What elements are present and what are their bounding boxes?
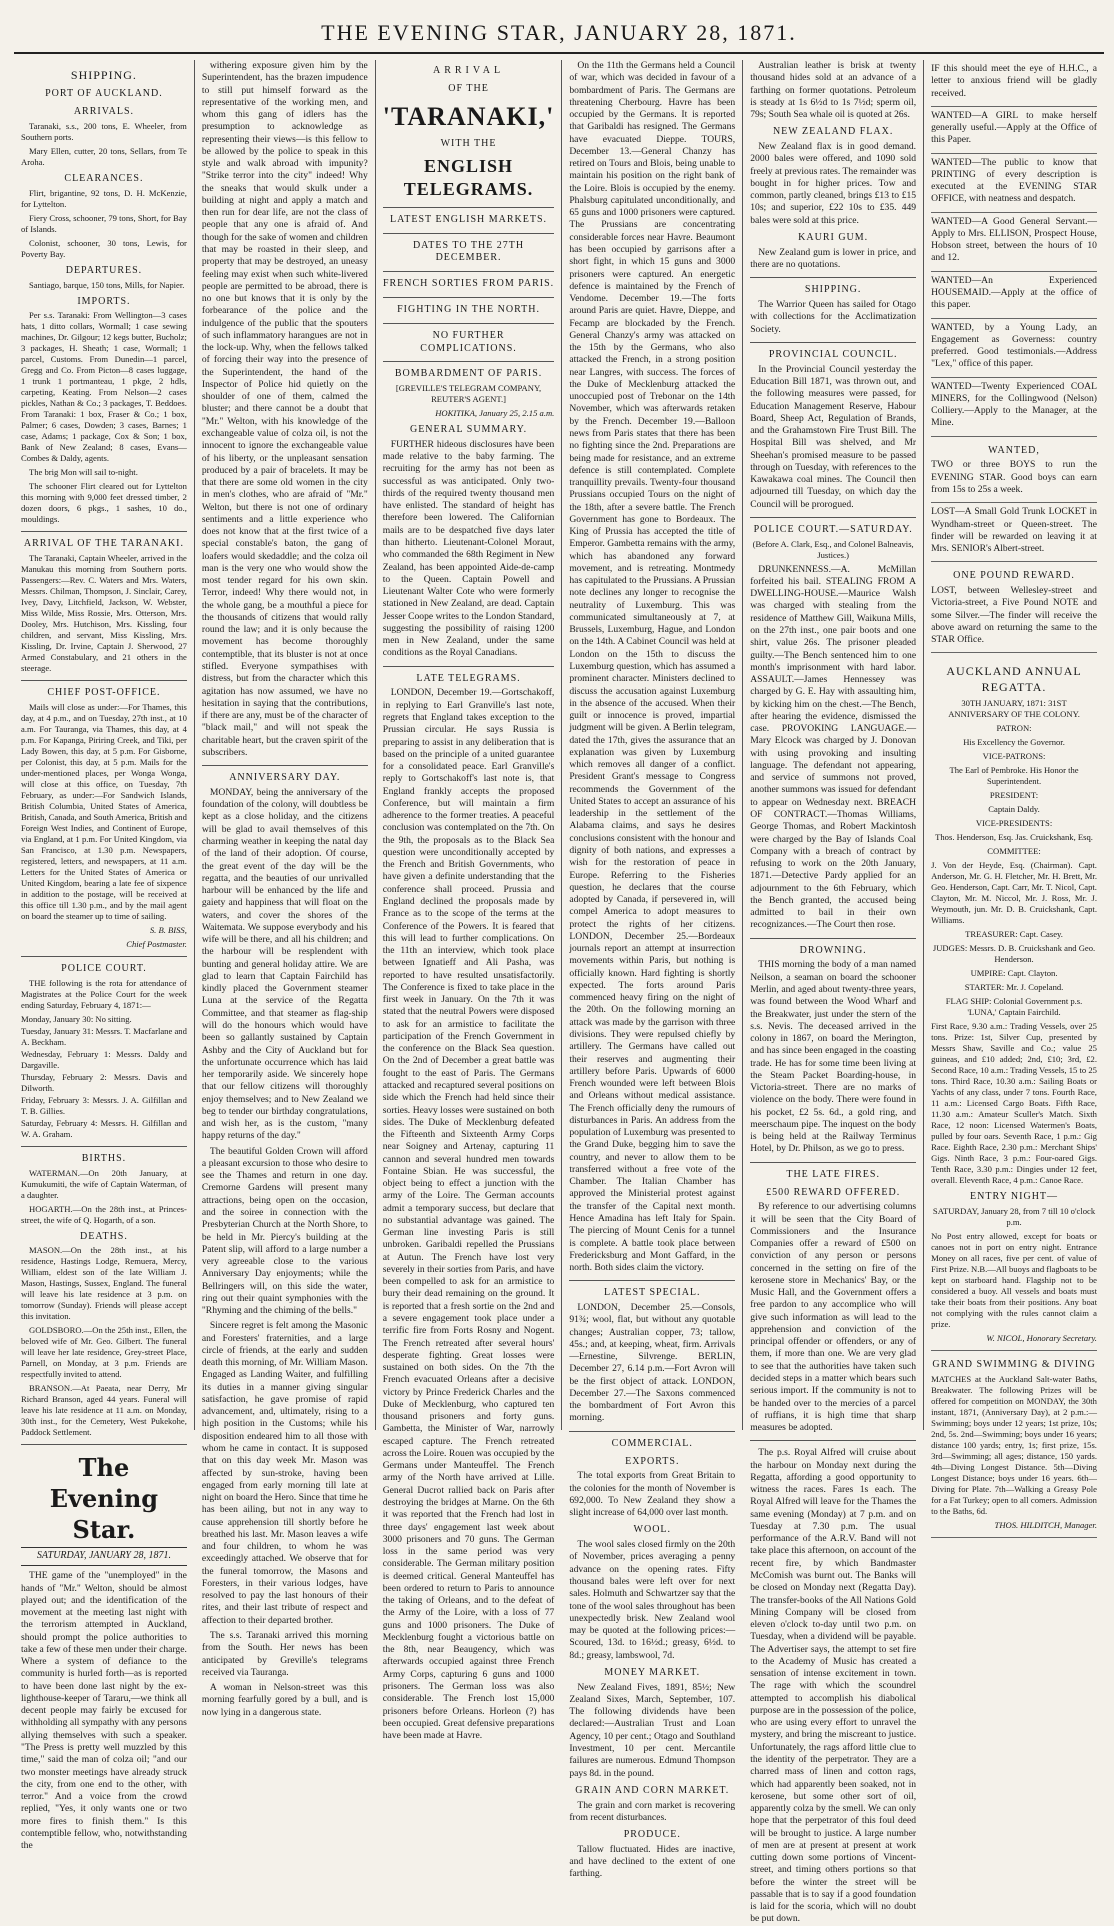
divider xyxy=(383,297,555,298)
subhead: LATEST ENGLISH MARKETS. xyxy=(390,213,548,225)
flax-text: New Zealand flax is in good demand. 2000 bales were offered, and 1090 sold freely at previous rates. The remainder was bought in for higher prices. Tow and common, partly cleaned, brings £13 to £15 10s; and superior, £22 10s to £35. 449 bales were sold at this price. xyxy=(750,141,917,226)
police-rota xyxy=(21,1014,187,1140)
editorial-continued: withering exposure given him by the Superintendent, has the brazen impudence to still put himself forward as the representative of the working men, and whom this gang of idlers has the presumption to acknowledge as representing their views—is this fellow to be allowed by the police to speak in this style and walk abroad with impunity? "Strike terror into the city" indeed! Why the sneaks that would skulk under a building at night and apply a match and then run for dear life, are not the class of people that any one is afraid of. And though for the sake of women and children that may be roasted in their sleep, and property that may be destroyed, an uneasy feeling may exist when such white-livered people are permitted to be abroad, there is no one but knows that it is only by the forbearance of the police and the indulgence of the public that the spouters of such inflammatory harangues are not in the lock-up. Why, when the fellows talked of forcing their way into the presence of the Superintendent, the hand of the Inspector of Police hid quietly on the shoulder of one of them, calmed the bluster; and there cannot be a doubt that "Mr." Welton, with his knowledge of the exchangeable value of colza oil, is not the innocent to ignore the exchangeable value of his liberty, or the unpleasant sensation produced by a pair of bracelets. It may be that there are some old women in the city in men's clothes, who are afraid of "Mr." Welton, but there is not one of ordinary sentiments and a little experience who does not know that at the first twice of a special constable's baton, the gang of loafers would skedaddle; and the colza oil man is the very one who would show the most tender regard for his own skin. Terror, indeed! Why there would not, in the whole gang, be a mouthful a piece for the thousands of citizens that would rally round the law; and it is only because the movement has become thoroughly contemptible, that its bluster is not at once stifled. Everyone sympathises with distress, but from the character which this agitation has now assumed, we have no hesitation in saying that the contributions, if there are any, must be of the character of "black mail," and will not speak the charitable heart, but the craven spirit of the subscribers. xyxy=(201,60,368,758)
paper-date: SATURDAY, JANUARY 28, 1871. xyxy=(21,1547,187,1566)
column-5 xyxy=(743,60,924,1925)
classified-ad xyxy=(931,272,1097,319)
council-text: In the Provincial Council yesterday the Education Bill 1871, was thrown out, and the following measures were passed, for Education Management Reserve, Habour Board, Sheep Act, Regulation of Brands, and the Grahamstown Fire Trust Bill. The Hospital Bill was shelved, and Mr Sheehan's promised measure to be passed through on Tuesday, with references to the Kawakawa coal mines. The Council then adjourned till Tuesday, on which day the Council will be prorogued. xyxy=(750,363,917,510)
death-entry: BRANSON.—At Paeata, near Derry, Mr Richard Branson, aged 44 years. Funeral will leave his late residence at 11 a.m. on Monday, 30th inst., for the Cemetery, West Pukekohe, Paddock Settlement. xyxy=(21,1383,187,1438)
divider xyxy=(202,765,368,766)
entry-night-date: SATURDAY, January 28, from 7 till 10 o'clock p.m. xyxy=(932,1205,1096,1227)
late-telegrams-heading: LATE TELEGRAMS. xyxy=(416,672,521,684)
kauri-text: New Zealand gum is lower in price, and there are no quotations. xyxy=(750,246,917,271)
post-office-text: Mails will close as under:—For Thames, this day, at 4 p.m., and on Tuesday, 27th inst., at 10 a.m. For Tauranga, via Thames, this day, at 4 p.m. For Kapanga, Piriring Creek, and Tiki, per Lady Bowen, this day, at 5 p.m. For Gisborne, per Colonist, this day, at 5 p.m. Mails for the under-mentioned places, per Wonga Wonga, will close at this office, on Tuesday, 7th February, as under:—For Sandwich Islands, British Columbia, United States of America, British, Canada, and South America, British and Foreign West Indies, and Continent of Europe, via England, at 1 p.m. For United Kingdom, via San Francisco, at 1.30 p.m. Newspapers, registered, letters, and newspapers, at 11 a.m. Letters for the United States of America or United Kingdom, bearing a late fee of sixpence in addition to the postage, will be received at this office till 1.30 p.m., and by the mail agent on board the steamer up to time of sailing. xyxy=(21,701,187,921)
rota-entry: Friday, February 3: Messrs. J. A. Gilfillan and T. B. Gillies. xyxy=(21,1094,187,1116)
drowning-heading: DROWNING. xyxy=(799,944,867,956)
president-label: PRESIDENT: xyxy=(989,790,1039,801)
with-the-word: WITH THE xyxy=(440,137,497,149)
anniversary-text-2: The beautiful Golden Crown will afford a pleasant excursion to those who desire to see the Thames and return in one day. Cremorne Gardens will present many attractions, being open on the occasion, and the soiree in connection with the Presbyterian Church at the North Shore, to be held in Mr. Piercy's building at the Patent slip, will afford to a large number a very agreeable close to the various Anniversary Day enjoyments; while the Bellringers will, on this side the water, ring out their quaint symphonies with the "Rhyming and the chiming of the bells." xyxy=(201,1145,368,1317)
subhead: NO FURTHER COMPLICATIONS. xyxy=(420,329,517,354)
committee-label: COMMITTEE: xyxy=(987,846,1041,857)
post-office-heading: CHIEF POST-OFFICE. xyxy=(47,687,161,699)
birth-entry: HOGARTH.—On the 28th inst., at Princes-street, the wife of Q. Hogarth, of a son. xyxy=(21,1203,187,1225)
departure-entry: Santiago, barque, 150 tons, Mills, for Napier. xyxy=(29,279,185,290)
divider xyxy=(383,666,555,667)
money-text: New Zealand Fives, 1891, 85½; New Zealand Sixes, March, September, 107. The following dividends have been declared:—Australian Trust and Loan Agency, 10 per cent.; Otago and Southland Investment, 10 per cent. Mercantile failures are numerous. Edmund Thompson pays 8d. in the pound. xyxy=(569,1681,736,1779)
ad-text: WANTED—Twenty Experienced COAL MINERS, for the Collingwood (Nelson) Colliery.—Apply to the Manager, at the Mine. xyxy=(931,380,1097,429)
regatta-heading: AUCKLAND ANNUAL REGATTA. xyxy=(946,664,1082,694)
classified-ad xyxy=(931,562,1097,653)
subhead: DATES TO THE 27TH DECEMBER. xyxy=(412,239,525,264)
clearance-entry: Flirt, brigantine, 92 tons, D. H. McKenzie, for Lyttelton. xyxy=(21,187,187,209)
clearance-entry: Colonist, schooner, 30 tons, Lewis, for Poverty Bay. xyxy=(21,237,187,259)
police-court-heading: POLICE COURT. xyxy=(61,962,147,974)
ad-heading: ONE POUND REWARD. xyxy=(953,570,1075,582)
classified-ad xyxy=(931,213,1097,272)
divider xyxy=(750,277,916,278)
divider xyxy=(750,1440,916,1441)
regatta-ad xyxy=(931,653,1097,1351)
divider xyxy=(383,361,555,362)
subhead: FRENCH SORTIES FROM PARIS. xyxy=(382,278,555,290)
divider xyxy=(383,207,555,208)
death-entry: MASON.—On the 28th inst., at his residence, Hastings Lodge, Remuera, Mercy, William, eldest son of the late William J. Mason, Hastings, Sussex, England. The funeral will leave his late residence at 3 p.m. on tomorrow (Sunday). Friends will please accept this invitation. xyxy=(21,1245,187,1322)
column-4 xyxy=(562,60,743,1880)
umpire: UMPIRE: Capt. Clayton. xyxy=(970,968,1058,979)
divider xyxy=(383,271,555,272)
deaths-heading: DEATHS. xyxy=(80,1230,128,1242)
classified-ad xyxy=(931,378,1097,437)
divider xyxy=(750,938,916,939)
agency-line: [GREVILLE'S TELEGRAM COMPANY, REUTER'S AGENT.] xyxy=(395,383,542,405)
subhead: FIGHTING IN THE NORTH. xyxy=(397,303,540,315)
grain-text: The grain and corn market is recovering from recent disturbances. xyxy=(569,1799,736,1823)
money-heading: MONEY MARKET. xyxy=(604,1666,701,1678)
swimming-heading: GRAND SWIMMING & DIVING xyxy=(932,1358,1096,1370)
exports-text: The total exports from Great Britain to the colonies for the month of November is 692,000. To New Zealand they show a slight increase of 64,000 over last month. xyxy=(569,1470,736,1519)
wool-text: The wool sales closed firmly on the 20th of November, prices averaging a penny advance on the opening rates. Fifty thousand bales were left over for next sales. Holmuth and Schwartzer say that the tone of the wool sales throughout has been unexpectedly brisk. New Zealand wool may be quoted at the following prices:—Scoured, 13d. to 16½d.; greasy, 6½d. to 8d.; greasy, lambswool, 7d. xyxy=(569,1539,736,1661)
entry-night-heading: ENTRY NIGHT— xyxy=(970,1191,1059,1203)
races-list: First Race, 9.30 a.m.: Trading Vessels, over 25 tons. Prize: 1st, Silver Cup, presented by Messrs Shaw, Saville and Co.; value 25 guineas, and £10 added; 2nd, £10; 3rd, £2. Second Race, 10 a.m.: Trading Vessels, 15 to 25 tons. Third Race, 10.30 a.m.: Sailing Boats or Yachts of any class, under 7 tons. Fourth Race, 11 a.m.: Licensed Cargo Boats. Fifth Race, 11.30 a.m.: Amateur Sculler's Match. Sixth Race, 12 noon: Licensed Watermen's Boats, pulled by four oars. Seventh Race, 1 p.m.: Gig Race. Eighth Race, 2.30 p.m.: Merchant Ships' Gigs. Ninth Race, 3 p.m.: Four-oared Gigs. Tenth Race, 3.30 p.m.: Dingies under 12 feet, overall. Eleventh Race, 4 p.m.: Canoe Race. xyxy=(931,1021,1097,1186)
produce-text: Tallow fluctuated. Hides are inactive, and have declined to the extent of one farthing. xyxy=(569,1843,736,1880)
telegrams-continued: On the 11th the Germans held a Council of war, which was decided in favour of a bombardment of Paris. The Germans are threatening Cherbourg. Havre has been occupied by the Germans. It is reported that Garibaldi has resigned. The Germans have evacuated Dieppe. TOURS, December 13.—General Chanzy has retired on Tours and Blois, being unable to maintain his position on the right bank of the Loire. Blois is occupied by the enemy. Phalsburg capitulated unconditionally, and 65 guns and 1000 prisoners were captured. The Prussians are concentrating considerable forces near Havre. Beaumont has been occupied by garrisons after a short fight, in which 15 guns and 3000 prisoners were captured. An energetic defence is maintained by the French of Vendome. December 19.—The forts around Paris are quiet. Havre, Dieppe, and Fecamp are blockaded by the French. General Chanzy's army was attacked on the 15th by the Germans, who also attacked the French, in a strong position near Langres, with success. The forces of the Duke of Mecklenburg attacked the unoccupied post of Trebonar on the 14th November, which was afterwards retaken by the French. December 19.—Balloon news from Paris states that there has been no fighting since the 2nd. Preparations are being made for resistance, and an extreme defence is still contemplated. Complete tranquillity prevails. Twenty-four thousand Prussians occupied Tours on the night of the 18th, after a severe battle. The French Government has gone to Bordeaux. The King of Prussia has accepted the title of Emperor. Gambetta remains with the army, which has abandoned any forward movement, and is retreating. Montmedy has capitulated to the Prussians. A Prussian note declines any longer to recognise the neutrality of Luxemburg. This was communicated simultaneously at 7, at Brussels, Luxemburg, Hague, and London on the 14th. A Cabinet Council was held at London on the 15th to discuss the Luxemburg question, which has assumed a prominent character. Ministers declined to discuss the accusation against Luxemburg in the absence of the accused. When their guilt or innocence is proved, impartial judgment will be given. A Berlin telegram, dated the 17th, gives the assurance that an explanation was given by Luxemburg which removes all danger of a conflict. President Grant's message to Congress recommends the Government of the United States to accept an assurance of his leadership in the settlement of the Alabama claims, and says he desires conclusions consistent with the honour and dignity of both nations, and expresses a wish for the restoration of peace in Europe. Referring to the Fisheries question, he declares that the course adopted by Canada, if persevered in, will compel America to adopt measures to protect the rights of her citizens. LONDON, December 25.—Bordeaux journals report an attempt at insurrection movements within Paris, but nothing is officially known. Hard fighting is shortly expected. The forts around Paris commenced heavy firing on the night of the 20th. On the following morning an attack was made by the garrison with three divisions. They were repulsed chiefly by artillery. The Germans have called out their reserves and augmenting their artillery before Paris. Upwards of 6000 French wounded were left between Blois and Orleans without medical assistance. The French officially deny the rumours of disturbances in Paris. An address from the population of Luxemburg was presented to the Grand Duke, begging him to save the country, and never to allow them to be transferred without a free vote of the Chamber. The Italian Chamber has approved the Ministerial protest against the transfer of the Capital next month. Hence Amadina has left Italy for Spain. The piercing of Mount Cenis for a tunnel is complete. A battle took place between Fredericksburg and Mont Gaffard, in the north. Both sides claim the victory. xyxy=(569,60,736,1274)
taranaki-title: 'TARANAKI,' xyxy=(382,101,555,131)
arrival-entry: Taranaki, s.s., 200 tons, E. Wheeler, from Southern ports. xyxy=(21,120,187,142)
police-saturday-text: DRUNKENNESS.—A. McMillan forfeited his bail. STEALING FROM A DWELLING-HOUSE.—Maurice Walsh was charged with stealing from the residence of Matthew Gill, Waikuna Mills, on the 27th inst., one pair boots and one shirt, value 26s. The prisoner pleaded guilty.—The Bench sentenced him to one month's imprisonment with hard labor. ASSAULT.—James Hennessey was charged by G. E. Hay with assaulting him, by kicking him on the chest.—The Bench, after hearing the evidence, dismissed the case. PROVOKING LANGUAGE.—Mary Elcock was charged by J. Donovan with using provoking and insulting language. The defendant not appearing, and service of summons not proved, another summons was issued for defendant to appear on Wednesday next. BREACH OF CONTRACT.—Thomas Williams, George Thomas, and Robert Mackintosh were charged by the Bay of Islands Coal Company with a breach of contract by refusing to work on the 20th January, 1871.—Detective Pardy applied for an adjournment to the 6th February, which the Bench granted, the accused being admitted to bail in their own recognizances.—The Court then rose. xyxy=(750,563,917,931)
post-signature-name: S. B. BISS, xyxy=(149,924,187,935)
divider xyxy=(21,956,187,957)
paper-title: The Evening Star. xyxy=(49,1453,159,1544)
president-value: Captain Daldy. xyxy=(988,804,1040,815)
treasurer: TREASURER: Capt. Casey. xyxy=(965,929,1063,940)
classified-ad xyxy=(931,437,1097,504)
clearances-heading: CLEARANCES. xyxy=(64,172,144,184)
anniversary-heading: ANNIVERSARY DAY. xyxy=(229,772,341,784)
divider xyxy=(569,1280,735,1281)
summary-text: FURTHER hideous disclosures have been made relative to the baby farming. The recruiting for the army has not been as successful as was anticipated. Only two-thirds of the required twenty thousand men have enlisted. The standard of height has therefore been lowered. The Californian mails are to be despatched five days later than hitherto. Lieutenant-Colonel Moraut, who commanded the 68th Regiment in New Zealand, has been appointed Aide-de-camp to the Queen. Captain Powell and Lieutenant Walter Cote who were formerly stationed in New Zealand, are dead. Captain Jesser Coope writes to the London Standard, suggesting the possibility of raising 1200 men in New Zealand, under the same conditions as the Royal Canadians. xyxy=(382,438,555,659)
column-6 xyxy=(924,60,1104,1530)
flax-heading: NEW ZEALAND FLAX. xyxy=(772,126,894,138)
ad-text: WANTED—The public to know that PRINTING of every description is executed at the EVENING STAR OFFICE, with neatness and despatch. xyxy=(931,156,1097,205)
departures-heading: DEPARTURES. xyxy=(65,264,143,276)
shipping-text: The Warrior Queen has sailed for Otago with collections for the Acclimatization Society. xyxy=(750,299,917,335)
police-court-text: THE following is the rota for attendance of Magistrates at the Police Court for the week ending Saturday, February 4, 1871:— xyxy=(21,977,187,1010)
entry-signature: W. NICOL, Honorary Secretary. xyxy=(986,1332,1097,1343)
swimming-signature: THOS. HILDITCH, Manager. xyxy=(994,1519,1097,1530)
ad-text: WANTED, by a Young Lady, an Engagement as Governess: country preferred. Good testimonials.—Address "Lex," office of this paper. xyxy=(931,321,1097,370)
taranaki-note: The s.s. Taranaki arrived this morning from the South. Her news has been anticipated by Greville's telegrams received via Tauranga. xyxy=(201,1630,368,1678)
produce-heading: PRODUCE. xyxy=(623,1829,681,1841)
classified-ad xyxy=(931,319,1097,378)
flag-ship: FLAG SHIP: Colonial Government p.s. 'LUNA,' Captain Fairchild. xyxy=(945,996,1083,1018)
latest-special-heading: LATEST SPECIAL. xyxy=(604,1287,701,1299)
subhead: BOMBARDMENT OF PARIS. xyxy=(394,368,543,380)
births-heading: BIRTHS. xyxy=(81,1152,127,1164)
divider xyxy=(21,1146,187,1147)
divider xyxy=(750,342,916,343)
imports-text: Per s.s. Taranaki: From Wellington—3 cases hats, 1 ditto collars, Wormall; 1 case sewing machines, Dr. Gilgour; 12 kegs butter, Bucholz; 3 packages, H. Sheath; 1 case, Wormall; 1 parcel, Customs. From Dunedin—1 parcel, Gregg and Co. From Picton—8 cases luggage, 1 trunk 1 portmanteau, 1 pkge, 2 hdls, carpeting, Keating. From Nelson—2 cases pickles, Nathan & Co.; 3 packages, T. Beddoes. From Taranaki: 1 box, Fraser & Co.; 1 box, Palmer; 6 cases, Dowden; 3 cases, Barnes; 1 case, Adams; 1 package, Cox & Son; 1 box, Bank of New Zealand; 8 cases, Evans—Combes & Daldy, agents. xyxy=(21,310,187,464)
column-2 xyxy=(195,60,376,1718)
ad-text: WANTED—A GIRL to make herself generally useful.—Apply at the Office of this Paper. xyxy=(931,109,1097,146)
wool-heading: WOOL. xyxy=(633,1524,672,1536)
port-heading: PORT OF AUCKLAND. xyxy=(45,88,163,100)
reward-heading: £500 REWARD OFFERED. xyxy=(766,1186,901,1198)
vice-presidents-value: Thos. Henderson, Esq. Jas. Cruickshank, Esq. xyxy=(935,832,1093,843)
post-signature-title: Chief Postmaster. xyxy=(126,938,187,949)
rota-entry: Wednesday, February 1: Messrs. Daldy and Dargaville. xyxy=(21,1048,187,1070)
newspaper-page xyxy=(14,12,1104,1925)
kauri-heading: KAURI GUM. xyxy=(798,231,869,243)
arrival-word: ARRIVAL xyxy=(432,65,505,76)
ad-text: TWO or three BOYS to run the EVENING STAR. Good boys can earn from 15s to 25s a week. xyxy=(931,459,1097,495)
columns xyxy=(14,60,1104,1925)
swimming-ad xyxy=(931,1351,1097,1538)
ad-text: WANTED—An Experienced HOUSEMAID.—Apply at the office of this paper. xyxy=(931,274,1097,311)
police-saturday-sub: (Before A. Clark, Esq., and Colonel Balneavis, Justices.) xyxy=(752,538,914,560)
divider xyxy=(750,1162,916,1163)
judges: JUDGES: Messrs. D. B. Cruickshank and Geo. Henderson. xyxy=(932,943,1096,965)
divider xyxy=(383,323,555,324)
anniversary-text: MONDAY, being the anniversary of the foundation of the colony, will doubtless be kept as a close holiday, and the citizens will be glad to avail themselves of this charming weather in keeping the natal day of the land of their adoption. Of course, the great event of the day will be the regatta, and the beauties of our unrivalled harbour will be enhanced by the life and gaiety and happiness that will float on the waters, and cover the shores of the Waitemata. We suppose everybody and his wife will be there, and all his children; and the harbour will be resplendent with bunting and general holiday attire. We are glad to learn that Captain Fairchild has kindly placed the Government steamer Luna at the service of the Regatta Committee, and that steamer as flag-ship will do the honours which would have been so gallantly sustained by Captain Ashby and the City of Auckland but for the unfortunate occurrence which has laid her temporarily aside. We sincerely hope that our fellow citizens will thoroughly enjoy themselves; and to New Zealand we beg to tender our birthday congratulations, and wish her, as is the custom, "many happy returns of the day." xyxy=(201,786,368,1142)
bull-note: A woman in Nelson-street was this morning fearfully gored by a bull, and is now lying in a dangerous state. xyxy=(201,1682,368,1718)
police-saturday-heading: POLICE COURT.—SATURDAY. xyxy=(753,523,913,535)
clearance-entry: Fiery Cross, schooner, 79 tons, Short, for Bay of Islands. xyxy=(21,212,187,234)
divider xyxy=(21,531,187,532)
editorial-text: THE game of the "unemployed" in the hands of "Mr." Welton, should be almost played out; and the identification of the movement at the meeting last night with the terrorism attempted in Auckland, should prompt the police authorities to take a few of these men under their charge. Where a system of defiance to the community is hurled forth—as is reported to have been done last night by the ex-lighthouse-keeper of Tararu,—we think all decent people may fairly be excused for withholding all sympathy with any persons allying themselves with such a speaker. "The Press is pretty well muzzled by this time," said the man of colza oil; "and our two monster meetings have already struck the city, from one end to the other, with terror." And a voice from the crowd replied, "Yes, it only wants one or two more fires to finish them." Is this contemptible fellow, who, notwithstanding the xyxy=(21,1570,187,1852)
dateline: HOKITIKA, January 25, 2.15 a.m. xyxy=(435,408,555,419)
shipping-heading: SHIPPING. xyxy=(70,68,137,82)
english-telegrams-title: ENGLISH TELEGRAMS. xyxy=(403,155,534,199)
late-telegrams-text: LONDON, December 19.—Gortschakoff, in replying to Earl Granville's last note, regrets that England takes exception to the Prussian circular. He says Russia is preparing to assist in any deliberation that is based on the principle of a united guarantee for a consolidated peace. Earl Granville's reply to Gortschakoff's last note is, that England frankly accepts the proposed Conference, but will maintain a firm adherence to the former treaties. A peaceful conclusion was contemplated on the 7th. On the 9th, the proposals as to the Black Sea question were unconditionally accepted by the French and British Governments, who have given a definite understanding that the conference shall proceed. Prussia and England declined the proposals made by France as to the scope of the terms at the Conference of the Powers. It is feared that this will lead to further complications. On the 11th an interview, which took place between Ignatieff and Ali Pasha, was reported to have resulted unsatisfactorily. The Conference is fixed to take place in the first week in January. On the 7th it was stated that the neutral Powers were disposed to ask for an armistice to facilitate the participation of the French Government in the conference on the Black Sea question. On the 2nd of December a great battle was fought to the east of Paris. The Germans attacked and recaptured several positions on side which the French had held since their sorties. Heavy losses were sustained on both sides. The Duke of Mecklenburg defeated the Fifteenth and Sixteenth Army Corps near Soigney and Artenay, capturing 11 cannon and several hundred men towards Fontaine Sbian. He was successful, the object being to effect a junction with the army of the Loire. The German accounts admit a temporary success, but declare that no substantial advantage was gained. The German line investing Paris is still unbroken. Garibaldi repelled the Prussians at Autun. The French have lost very severely in their sorties from Paris, and have been compelled to ask for an armistice to bury their dead remaining on the ground. It is reported that a fresh sortie on the 2nd and a severe engagement took place under a terrific fire from Forts Rosny and Nogent. The French retreated after several hours' desperate fighting. Great losses were sustained on both sides. On the 7th the French evacuated Orleans after a decisive victory by Prince Frederick Charles and the Duke of Mecklenburg, who captured ten thousand prisoners and forty guns. Gambetta, the Minister of War, narrowly escaped capture. The French retreated across the Loire. Rouen was occupied by the Germans under Manteuffel. The French army of the North have arrived at Lille. General Ducrot rallied back on Paris after destroying the bridges at Marne. On the 6th it was reported that the French had lost in three days' engagement last week about 3000 prisoners and 70 guns. The German loss in the same period was very considerable. The German military position is deemed critical. General Manteuffel has been ordered to return to Paris to announce the taking of Orleans, and to the defeat of the Army of the Loire, with a loss of 77 guns and 1000 prisoners. The Duke of Mecklenburg fought a victorious battle on the 8th, near Beaugency, which was afterwards occupied against three French Army Corps, capturing 6 guns and 1000 prisoners. The German loss was also considerable. The French lost 15,000 prisoners before Orleans. Horleon (?) has been occupied. Great defensive preparations have been made at Havre. xyxy=(382,687,555,1742)
column-3 xyxy=(376,60,563,1742)
ad-heading: WANTED, xyxy=(988,444,1040,456)
of-the-word: OF THE xyxy=(448,82,489,94)
regatta-date: 30TH JANUARY, 1871: 31ST ANNIVERSARY OF THE COLONY. xyxy=(948,698,1080,720)
ad-text: LOST, between Wellesley-street and Victoria-street, a Five Pound NOTE and some Silver.—The finder will receive the above award on returning the same to the STAR Office. xyxy=(931,585,1097,646)
ad-text: IF this should meet the eye of H.H.C., a letter to anxious friend will be gladly received. xyxy=(931,63,1097,99)
vice-patrons-label: VICE-PATRONS: xyxy=(982,751,1046,762)
mason-death-text: Sincere regret is felt among the Masonic and Foresters' fraternities, and a large circle of friends, at the early and sudden death this morning, of Mr. William Mason. Engaged as Landing Waiter, and fulfilling its duties in a manner giving singular satisfaction, he gave promise of rapid advancement, and, ultimately, rising to a high position in the Customs; while his disposition endeared him to all those with whom he came in contact. It is supposed that on this day week Mr. Mason was affected by sun-stroke, having been engaged from early morning till late at night on board the Hero. Since that time he has been ailing, but not in any way to cause apprehension till shortly before he breathed his last. Mr. Mason leaves a wife and four children, to whom he was exceedingly attached. We observe that for the funeral tomorrow, the Masons and Foresters, in their various lodges, have resolved to pay the last honours of their rites, and their last tribute of respect and affection to their departed brother. xyxy=(201,1320,368,1626)
drowning-text: THIS morning the body of a man named Neilson, a seaman on board the schooner Merlin, and aged about twenty-three years, was found between the Wood Wharf and the Breakwater, just under the stern of the s.s. Nevis. The deceased arrived in the colony in 1867, on board the Merington, and has since been engaged in the coasting trade. He has for some time been living at the Steam Packet Boarding-house, in Victoria-street. There are no marks of violence on the body. There were found in his pocket, £2 5s. 6d., a gold ring, and meerschaum pipe. The inquest on the body is being held at the Railway Terminus Hotel, by Dr. Philson, as we go to press. xyxy=(750,959,917,1155)
latest-special-text: LONDON, December 25.—Consols, 91¾; wool, flat, but without any quotable changes; Australian copper, 73; tallow, 45s.; and, at keeping, wheat, firm. Arrivals—Ernestine, Silvrenge. BERLIN, December 27, 6.14 p.m.—Fort Avron will be the first object of attack. LONDON, December 27.—The Saxons commenced the bombardment of Fort Avron this morning. xyxy=(569,1302,736,1424)
divider xyxy=(569,1431,735,1432)
brig-note: The brig Mon will sail to-night. xyxy=(29,467,138,478)
ad-text: WANTED—A Good General Servant.—Apply to Mrs. ELLISON, Prospect House, Hobson street, between the hours of 10 and 12. xyxy=(931,215,1097,264)
vice-patrons-value: The Earl of Pembroke. His Honor the Superintendent. xyxy=(949,765,1079,787)
column-1 xyxy=(14,60,195,1852)
produce-continued: Australian leather is brisk at twenty thousand hides sold at an advance of a farthing on former quotations. Petroleum is steady at 1s 6½d to 1s 7½d; sperm oil, 79s; South Sea whale oil is quoted at 26s. xyxy=(750,60,917,121)
rota-entry: Tuesday, January 31: Messrs. T. Macfarlane and A. Beckham. xyxy=(21,1025,187,1047)
patron-label: PATRON: xyxy=(996,723,1032,734)
local-notes: The p.s. Royal Alfred will cruise about the harbour on Monday next during the Regatta, affording a good opportunity to witness the races. Fares 1s each. The Royal Alfred will leave for the Thames the same evening (Monday) at 7 p.m. and on Tuesday at 7.30 p.m. The usual performance of the A.R.V. Band will not take place this afternoon, on account of the recent fire, by which Bandmaster McComish was burnt out. The Banks will be closed on Monday next (Regatta Day). The transfer-books of the All Nations Gold Mining Company will be closed from eleven o'clock to-day until two p.m. on Tuesday, when a dividend will be payable. The Advertiser says, the attempt to set fire to the Academy of Music has created a sensation of intense excitement in town. The rage with which the scoundrel attempted to accomplish his diabolical purpose are in the possession of the police, who are using every effort to unravel the mystery, and bring the miscreant to justice. Unfortunately, the rags afford little clue to the identity of the perpetrator. They are a charred mass of linen and cotton rags, which had apparently been soaked, not in kerosene, but some other sort of oil, apparently colza by the smell. We can only hope that the perpetrator of this foul deed will be brought to justice. A large number of men are at present at present at work cutting down some portions of Vincent-street, and timing others portions so that before the winter the street will be passable that is to say if a good foundation is laid for the scoria, which will no doubt be put down. xyxy=(750,1447,917,1925)
council-heading: PROVINCIAL COUNCIL. xyxy=(768,348,898,360)
arrivals-heading: ARRIVALS. xyxy=(73,106,135,118)
rota-entry: Saturday, February 4: Messrs. H. Gilfillan and W. A. Graham. xyxy=(21,1117,187,1139)
classified-ad xyxy=(931,503,1097,562)
classified-ad xyxy=(931,107,1097,154)
fires-text: By reference to our advertising columns it will be seen that the City Board of Commissioners and the Insurance Companies offer a reward of £500 on conviction of any person or persons concerned in the setting on fire of the kerosene store in Mechanics' Bay, or the Music Hall, and the Government offers a free pardon to any accomplice who will give such information as will lead to the apprehension and conviction of the principal offender or offenders, or any of them, if more than one. We are very glad to see that the authorities have taken such decided steps in a matter which bears such serious import. If the community is not to be handed over to the mercies of a parcel of ruffians, it is high time that sharp measures be adopted. xyxy=(750,1201,917,1434)
death-entry: GOLDSBORO.—On the 25th inst., Ellen, the beloved wife of Mr. Geo. Gilbert. The funeral will leave her late residence, Grey-street Place, Parnell, on Monday, at 3 p.m. Friends are respectfully invited to attend. xyxy=(21,1325,187,1380)
masthead: THE EVENING STAR, JANUARY 28, 1871. xyxy=(14,12,1104,54)
patron-value: His Excellency the Governor. xyxy=(963,737,1065,748)
arrival-taranaki-heading: ARRIVAL OF THE TARANAKI. xyxy=(23,538,184,550)
classified-ad xyxy=(931,154,1097,213)
divider xyxy=(21,680,187,681)
divider xyxy=(383,233,555,234)
imports-heading: IMPORTS. xyxy=(77,295,131,307)
rota-entry: Monday, January 30: No sitting. xyxy=(21,1013,132,1024)
arrival-entry: Mary Ellen, cutter, 20 tons, Sellars, from Te Aroha. xyxy=(21,145,187,167)
late-fires-heading: THE LATE FIRES. xyxy=(786,1168,880,1180)
summary-heading: GENERAL SUMMARY. xyxy=(409,424,528,436)
classified-ad xyxy=(931,60,1097,107)
divider xyxy=(750,517,916,518)
schooner-note: The schooner Flirt cleared out for Lyttelton this morning with 9,000 feet dressed timber, 2 dozen doors, 6 pkgs., 1 sashes, 10 do., mouldings. xyxy=(21,481,187,525)
exports-heading: EXPORTS. xyxy=(625,1455,680,1467)
entry-rules: No Post entry allowed, except for boats or canoes not in port on entry night. Entrance Money on all races, five per cent. of value of First Prize. N.B.—All buoys and flagboats to be kept on starboard hand. Flagship not to be considered a buoy. All vessels and boats must take their boats from their positions. Any boat not complying with the rules cannot claim a prize. xyxy=(931,1230,1097,1329)
arrival-taranaki-text: The Taranaki, Captain Wheeler, arrived in the Manukau this morning from Southern ports. Passengers:—Rev. C. Waters and Mrs. Waters, Messrs. Chilman, Thompson, J. Sinclair, Carey, Ivey, Davy, Litchfield, Jackson, W. Webster, Miss Wilde, Miss Rossie, Mrs. Otterson, Mrs. Dooley, Mrs. Hutchison, Mrs. Kissling, four children, and servant, Miss Kissling, Mrs. Kissling, Dr. Irvine, Captain J. Sherwood, 27 Armed Constabulary, and 21 others in the steerage. xyxy=(21,553,187,674)
vice-presidents-label: VICE-PRESIDENTS: xyxy=(975,818,1053,829)
committee-value: J. Von der Heyde, Esq. (Chairman). Capt. Anderson, Mr. G. H. Fletcher, Mr. H. Brett, Mr. Geo. Henderson, Capt. Carr, Mr. T. Nicol, Capt. Clayton, Mr. M. Niccol, Mr. J. Ross, Mr. J. Weymouth, jun. Mr. D. B. Cruickshank, Capt. Williams. xyxy=(931,860,1097,926)
commercial-heading: COMMERCIAL. xyxy=(611,1437,693,1449)
divider xyxy=(21,1444,187,1445)
grain-heading: GRAIN AND CORN MARKET. xyxy=(575,1784,730,1796)
starter: STARTER: Mr. J. Copeland. xyxy=(964,982,1064,993)
rota-entry: Thursday, February 2: Messrs. Davis and Dilworth. xyxy=(21,1071,187,1093)
birth-entry: WATERMAN.—On 20th January, at Kumukumiti, the wife of Captain Waterman, of a daughter. xyxy=(21,1167,187,1200)
swimming-text: MATCHES at the Auckland Salt-water Baths, Breakwater. The following Prizes will be offered for competition on MONDAY, the 30th instant, 1871, (Anniversary Day), at 2 p.m.:—Swimming; boys under 12 years; 1st prize, 10s; 2nd, 5s. 2nd—Swimming; boys under 16 years; distance 100 yards; entry, 1s; first prize, 15s. 3rd—Swimming; all ages; distance, 150 yards. 4th—Diving Longest Distance. 5th—Diving Longest Distance; boys under 16 years. 6th—Diving for Plate. 7th—Walking a Greasy Pole for a Fat Turkey; open to all comers. Admission to the Baths, 6d. xyxy=(931,1373,1097,1516)
ad-text: LOST—A Small Gold Trunk LOCKET in Wyndham-street or Queen-street. The finder will be rewarded on leaving it at Mrs. SENIOR's Albert-street. xyxy=(931,506,1097,555)
shipping-heading-2: SHIPPING. xyxy=(804,284,862,296)
